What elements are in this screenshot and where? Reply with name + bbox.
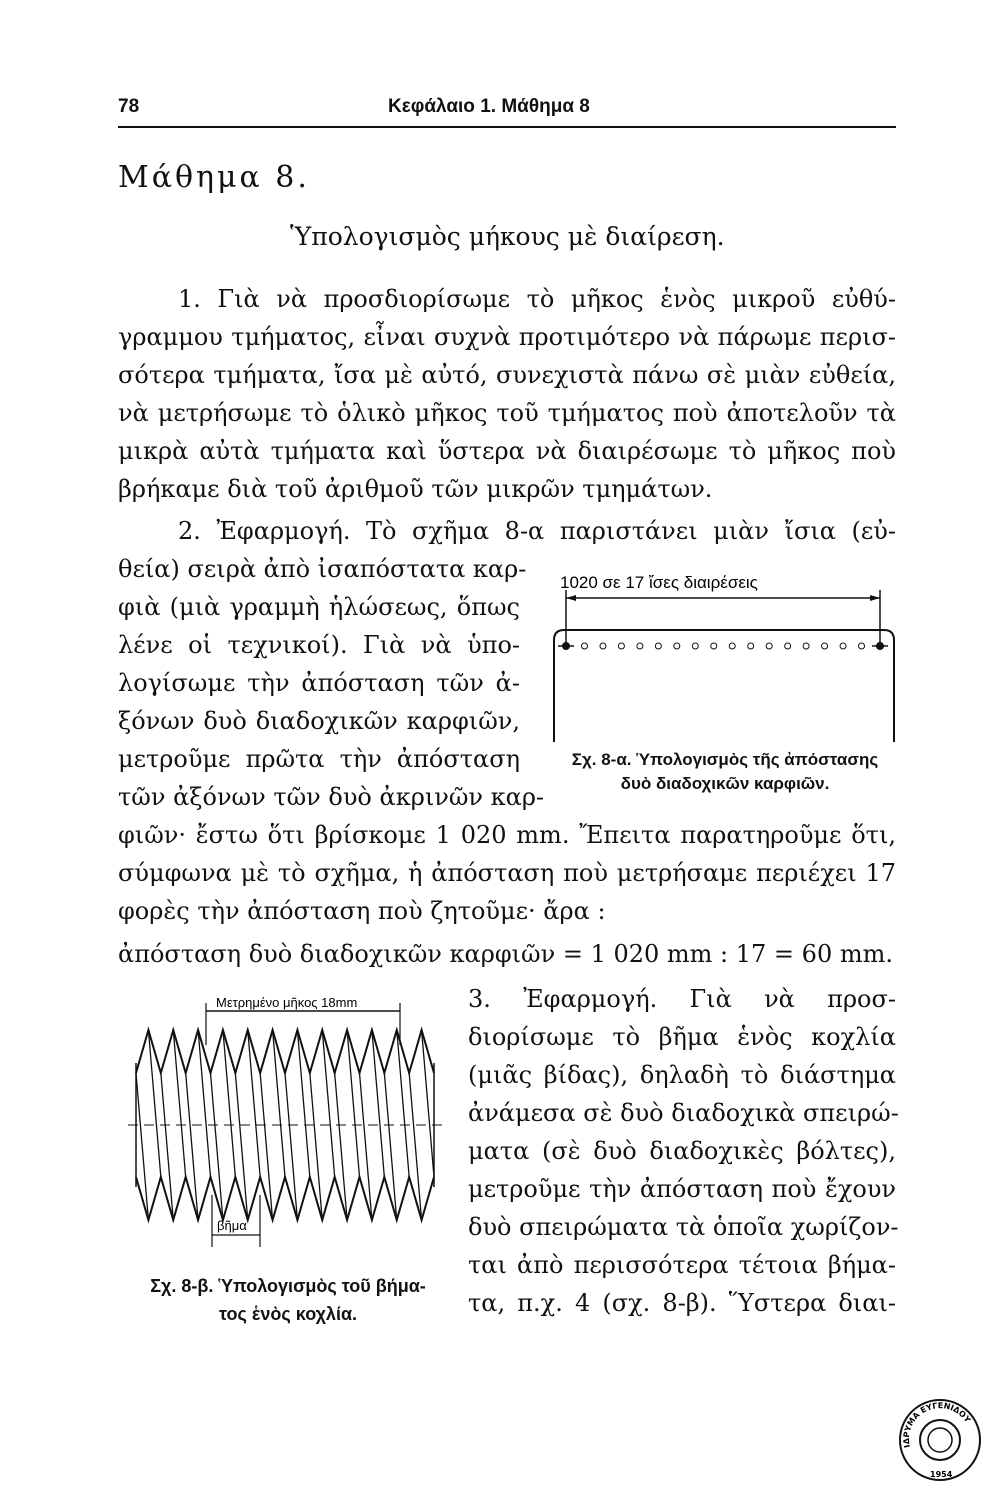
thread-bottom-profile [136,1177,434,1220]
arrow-left [566,595,576,601]
nail [581,643,587,649]
text-line: 1. Γιὰ νὰ προσδιορίσωμε τὸ μῆκος ἑνὸς μικροῦ εὐθύ- [178,285,896,313]
seal-emblem [928,1428,952,1452]
nail [859,643,865,649]
caption-line: Σχ. 8-β. Ὑπολογισμὸς τοῦ βήμα- [150,1276,426,1296]
plate-outline [554,630,894,742]
pitch-label: βῆμα [217,1218,247,1233]
seal-text: ΙΔΡΥΜΑ ΕΥΓΕΝΙΔΟΥ [901,1401,973,1449]
text-line: φιῶν· ἔστω ὅτι βρίσκομε 1 020 mm. Ἔπειτα παρατηροῦμε ὅτι, [118,821,896,849]
text-line: λένε οἱ τεχνικοί). Γιὰ νὰ ὑπο- [118,631,520,659]
text-line: διορίσωμε τὸ βῆμα ἑνὸς κοχλία [468,1023,896,1051]
text-line: νὰ μετρήσωμε τὸ ὁλικὸ μῆκος τοῦ τμήματος ποὺ ἀποτελοῦν τὰ [118,399,896,427]
nail [655,643,661,649]
caption-line: δυὸ διαδοχικῶν καρφιῶν. [620,774,830,793]
seal-year: 1954 [930,1470,953,1479]
figure-8a-caption [540,748,910,796]
section-1-paragraph [118,280,896,508]
thread-profile [136,1030,434,1220]
thread-top-profile [136,1030,434,1073]
text-line: 3. Ἐφαρμογή. Γιὰ νὰ προσ- [468,985,896,1013]
nail-row [558,643,888,650]
formula-line: ἀπόσταση δυὸ διαδοχικῶν καρφιῶν = 1 020 mm : 17 = 60 mm. [118,940,893,968]
nail [692,643,698,649]
figure-8a-nail-row [540,562,910,757]
nail [840,643,846,649]
text-line: τα, π.χ. 4 (σχ. 8-β). Ὕστερα διαι- [468,1289,896,1317]
caption-line: Σχ. 8-α. Ὑπολογισμὸς τῆς ἀπόστασης [571,750,879,769]
text-line: θεία) σειρὰ ἀπὸ ἰσαπόστατα καρ- [118,555,527,583]
text-line: ξόνων δυὸ διαδοχικῶν καρφιῶν, [118,707,520,735]
seal-outer-ring [900,1400,980,1480]
nail [600,643,606,649]
text-line: 2. Ἐφαρμογή. Τὸ σχῆμα 8-α παριστάνει μιὰν ἴσια (εὐ- [178,517,896,545]
text-line: (μιᾶς βίδας), δηλαδὴ τὸ διάστημα [468,1061,896,1089]
text-line: ται ἀπὸ περισσότερα τέτοια βήμα- [468,1251,896,1279]
nail [785,643,791,649]
figure-8b-caption [118,1272,458,1328]
seal-inner-ring [920,1420,960,1460]
nail [563,643,570,650]
figure-8b-screw-thread [118,985,458,1255]
nail [618,643,624,649]
section-3-paragraph [468,980,899,1322]
running-title: Κεφάλαιο 1. Μάθημα 8 [388,96,590,117]
nail [748,643,754,649]
nail [637,643,643,649]
section-2-narrow-column [118,550,545,816]
text-line: ματα (σὲ δυὸ διαδοχικὲς βόλτες), [468,1137,896,1165]
page-number: 78 [118,96,140,117]
section-2-continuation [118,816,896,930]
nail [803,643,809,649]
text-line: σύμφωνα μὲ τὸ σχῆμα, ἡ ἀπόσταση ποὺ μετρήσαμε περιέχει 17 [118,859,896,887]
text-line: γραμμου τμήματος, εἶναι συχνὰ προτιμότερο νὰ πάρωμε περισ- [118,323,896,351]
text-line: τῶν ἀξόνων τῶν δυὸ ἀκρινῶν καρ- [118,783,545,811]
nail [822,643,828,649]
foundation-seal [895,1395,985,1485]
lesson-subtitle: Ὑπολογισμὸς μήκους μὲ διαίρεση. [290,222,725,251]
lesson-title: Μάθημα 8. [118,160,310,195]
text-line: σότερα τμήματα, ἴσα μὲ αὐτό, συνεχιστὰ πάνω σὲ μιὰν εὐθεία, [118,361,896,389]
text-line: δυὸ σπειρώματα τὰ ὁποῖα χωρίζον- [468,1213,899,1241]
figure-8b-top-label: Μετρημένο μῆκος 18mm [216,995,358,1010]
text-line: φορὲς τὴν ἀπόσταση ποὺ ζητοῦμε· ἄρα : [118,897,606,925]
nail [729,643,735,649]
nail [674,643,680,649]
text-line: βρήκαμε διὰ τοῦ ἀριθμοῦ τῶν μικρῶν τμημάτων. [118,475,713,503]
text-line: φιὰ (μιὰ γραμμὴ ἡλώσεως, ὅπως [118,593,520,621]
caption-line: τος ἑνὸς κοχλία. [218,1304,358,1324]
nail [877,643,884,650]
text-line: μετροῦμε πρῶτα τὴν ἀπόσταση [118,745,520,773]
section-2-intro [118,512,896,550]
text-line: ἀνάμεσα σὲ δυὸ διαδοχικὰ σπειρώ- [468,1099,899,1127]
text-line: μικρὰ αὐτὰ τμήματα καὶ ὕστερα νὰ διαιρέσωμε τὸ μῆκος ποὺ [118,437,896,465]
nail [711,643,717,649]
figure-8a-label: 1020 σε 17 ἴσες διαιρέσεις [560,573,758,592]
page-header [118,96,896,128]
text-line: λογίσωμε τὴν ἀπόσταση τῶν ἀ- [118,669,520,697]
text-line: μετροῦμε τὴν ἀπόσταση ποὺ ἔχουν [468,1175,896,1203]
arrow-right [870,595,880,601]
nail [766,643,772,649]
